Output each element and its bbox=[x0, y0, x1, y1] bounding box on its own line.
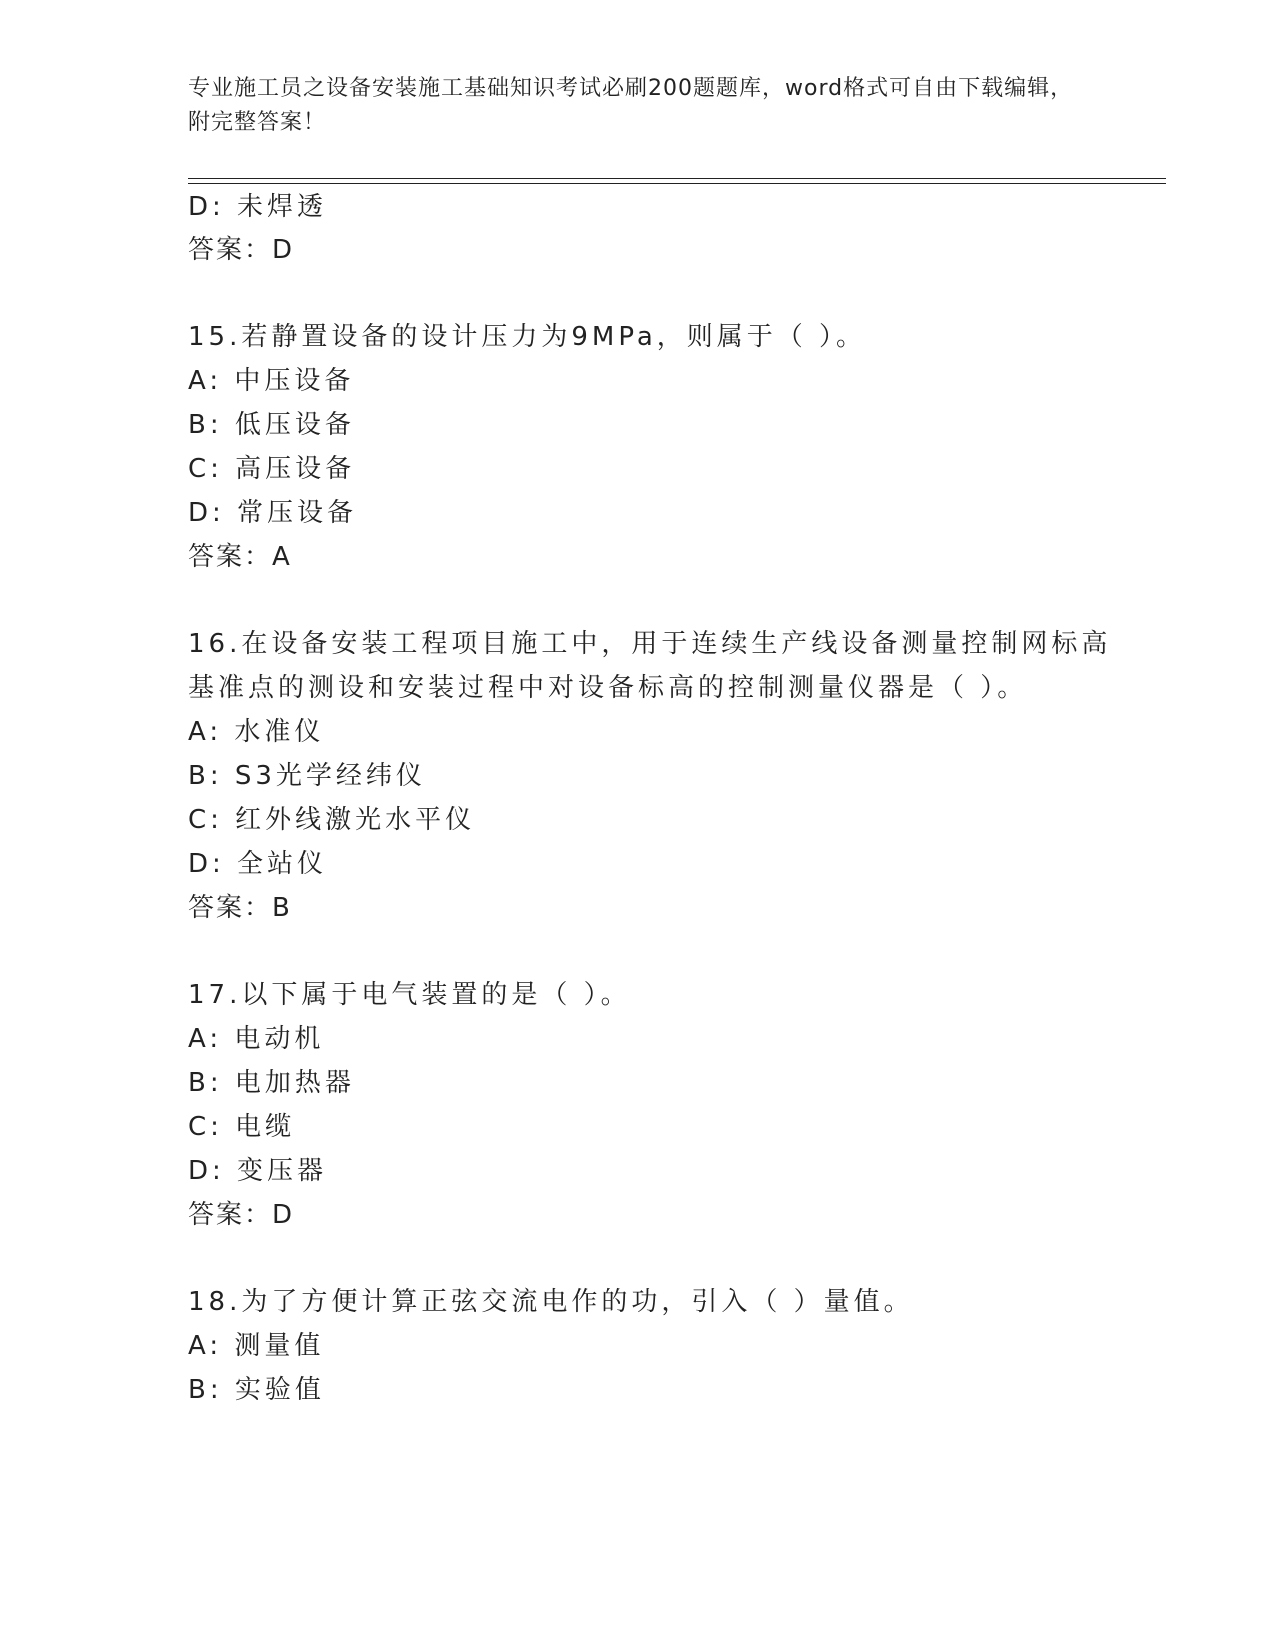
option-b: B: 实验值 bbox=[188, 1375, 325, 1405]
option-a: A: 测量值 bbox=[188, 1331, 325, 1361]
option-b: B: 低压设备 bbox=[188, 410, 355, 440]
document-header: 专业施工员之设备安装施工基础知识考试必刷200题题库，word格式可自由下载编辑，附完整答案！ bbox=[188, 76, 1074, 135]
answer: 答案：B bbox=[188, 893, 292, 923]
option-a: A: 中压设备 bbox=[188, 366, 355, 396]
option-a: A: 电动机 bbox=[188, 1024, 325, 1054]
question-15: 15.若静置设备的设计压力为9MPa，则属于（ ）。 bbox=[188, 322, 867, 352]
option-d: D: 常压设备 bbox=[188, 498, 358, 528]
option-a: A: 水准仪 bbox=[188, 717, 325, 747]
option-d: D: 全站仪 bbox=[188, 849, 328, 879]
option-c: C: 红外线激光水平仪 bbox=[188, 805, 476, 835]
question-18: 18.为了方便计算正弦交流电作的功，引入（ ）量值。 bbox=[188, 1287, 914, 1317]
answer: 答案：D bbox=[188, 1200, 295, 1230]
option-c: C: 电缆 bbox=[188, 1112, 296, 1142]
header-divider-top bbox=[188, 178, 1166, 179]
option-d: D: 变压器 bbox=[188, 1156, 328, 1186]
question-16-continued: 基准点的测设和安装过程中对设备标高的控制测量仪器是（ ）。 bbox=[188, 673, 1028, 703]
option-d: D: 未焊透 bbox=[188, 192, 328, 222]
question-16: 16.在设备安装工程项目施工中，用于连续生产线设备测量控制网标高 bbox=[188, 629, 1112, 659]
answer: 答案：A bbox=[188, 542, 292, 572]
answer: 答案：D bbox=[188, 235, 295, 265]
question-17: 17.以下属于电气装置的是（ ）。 bbox=[188, 980, 631, 1010]
header-divider-bottom bbox=[188, 183, 1166, 184]
option-b: B: 电加热器 bbox=[188, 1068, 355, 1098]
option-b: B: S3光学经纬仪 bbox=[188, 761, 426, 791]
option-c: C: 高压设备 bbox=[188, 454, 356, 484]
